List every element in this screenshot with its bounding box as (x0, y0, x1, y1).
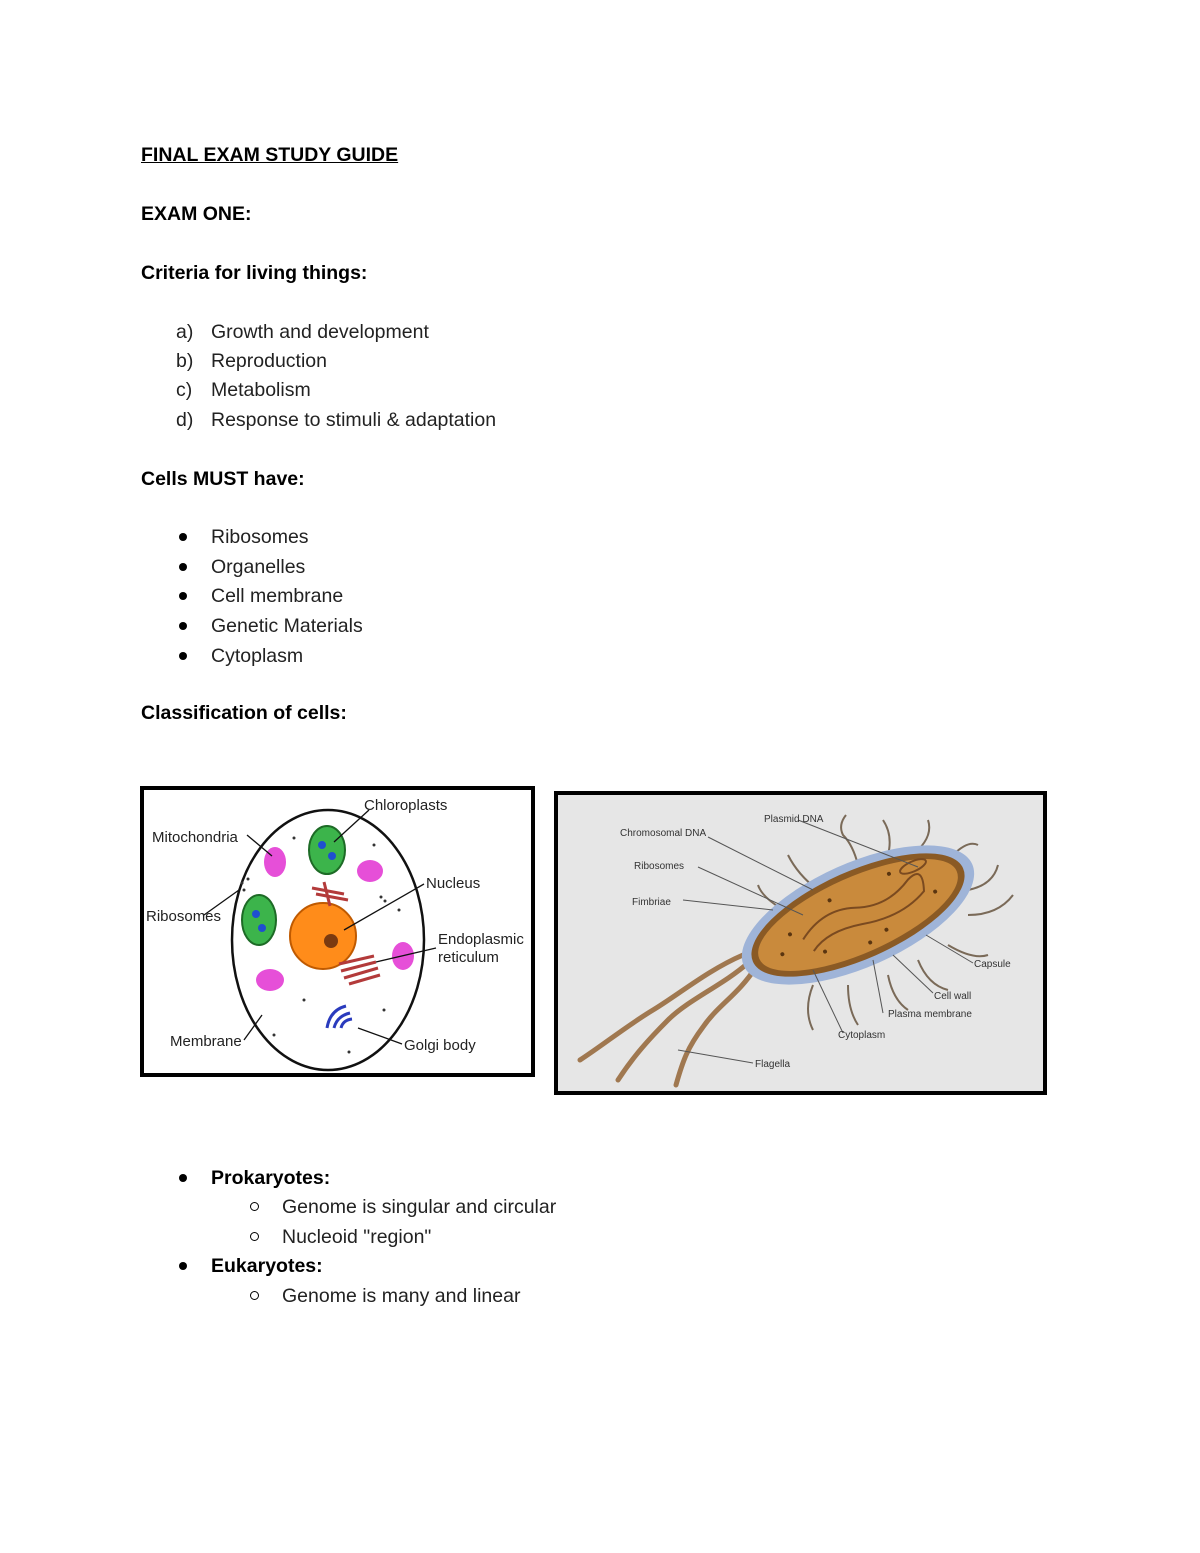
classification-heading: Classification of cells: (141, 702, 347, 724)
list-item: Genetic Materials (211, 615, 363, 637)
label-ribosomes: Ribosomes (146, 908, 222, 925)
bullet-icon (179, 1174, 187, 1182)
list-item-eukaryotes: Eukaryotes: (211, 1255, 323, 1277)
label-mitochondria: Mitochondria (152, 829, 238, 846)
prokaryotic-cell-figure (554, 791, 1047, 1095)
label-chloroplasts: Chloroplasts (364, 797, 448, 814)
list-item-text: Reproduction (211, 350, 327, 372)
sub-bullet-icon (250, 1291, 259, 1300)
list-item-prokaryotes: Prokaryotes: (211, 1167, 331, 1189)
sub-bullet-icon (250, 1202, 259, 1211)
criteria-heading: Criteria for living things: (141, 262, 368, 284)
list-item-text: Response to stimuli & adaptation (211, 409, 497, 431)
eukaryotic-cell-diagram (144, 790, 531, 1073)
bullet-icon (179, 533, 187, 541)
sub-bullet-icon (250, 1232, 259, 1241)
label-capsule: Capsule (974, 959, 1011, 970)
list-marker: d) (176, 409, 194, 431)
list-marker: a) (176, 321, 194, 343)
list-marker: b) (176, 350, 194, 372)
list-item: Genome is singular and circular (282, 1196, 557, 1218)
eukaryotic-cell-figure (140, 786, 535, 1077)
bullet-icon (179, 622, 187, 630)
list-item: Nucleoid "region" (282, 1226, 432, 1248)
section-heading: EXAM ONE: (141, 203, 252, 225)
list-marker: c) (176, 379, 193, 401)
bullet-icon (179, 652, 187, 660)
label-nucleus: Nucleus (426, 875, 481, 892)
label-chromosomal-dna: Chromosomal DNA (620, 828, 707, 839)
bullet-icon (179, 1262, 187, 1270)
bullet-icon (179, 563, 187, 571)
label-cell-wall: Cell wall (934, 991, 972, 1002)
label-plasma-membrane: Plasma membrane (888, 1009, 972, 1020)
label-fimbriae: Fimbriae (632, 897, 671, 908)
label-plasmid-dna: Plasmid DNA (764, 814, 824, 825)
label-flagella: Flagella (755, 1059, 791, 1070)
list-item-text: Growth and development (211, 321, 429, 343)
prokaryotic-cell-diagram (558, 795, 1043, 1091)
document-title: FINAL EXAM STUDY GUIDE (141, 144, 399, 166)
cells-must-heading: Cells MUST have: (141, 468, 305, 490)
list-item: Cell membrane (211, 585, 344, 607)
mitochondrion-shape (357, 860, 383, 882)
list-item: Ribosomes (211, 526, 309, 548)
list-item-text: Metabolism (211, 379, 311, 401)
nucleus-shape (290, 903, 356, 969)
label-golgi: Golgi body (404, 1037, 476, 1054)
chloroplast-shape (242, 895, 276, 945)
label-membrane: Membrane (170, 1033, 242, 1050)
label-reticulum: reticulum (438, 949, 499, 966)
chloroplast-shape (309, 826, 345, 874)
label-endoplasmic: Endoplasmic (438, 931, 524, 948)
list-item: Genome is many and linear (282, 1285, 521, 1307)
flagella-shape (580, 955, 756, 1085)
bullet-icon (179, 592, 187, 600)
mitochondrion-shape (256, 969, 284, 991)
list-item: Cytoplasm (211, 645, 304, 667)
list-item: Organelles (211, 556, 306, 578)
label-cytoplasm: Cytoplasm (838, 1030, 886, 1041)
label-ribosomes: Ribosomes (634, 861, 685, 872)
